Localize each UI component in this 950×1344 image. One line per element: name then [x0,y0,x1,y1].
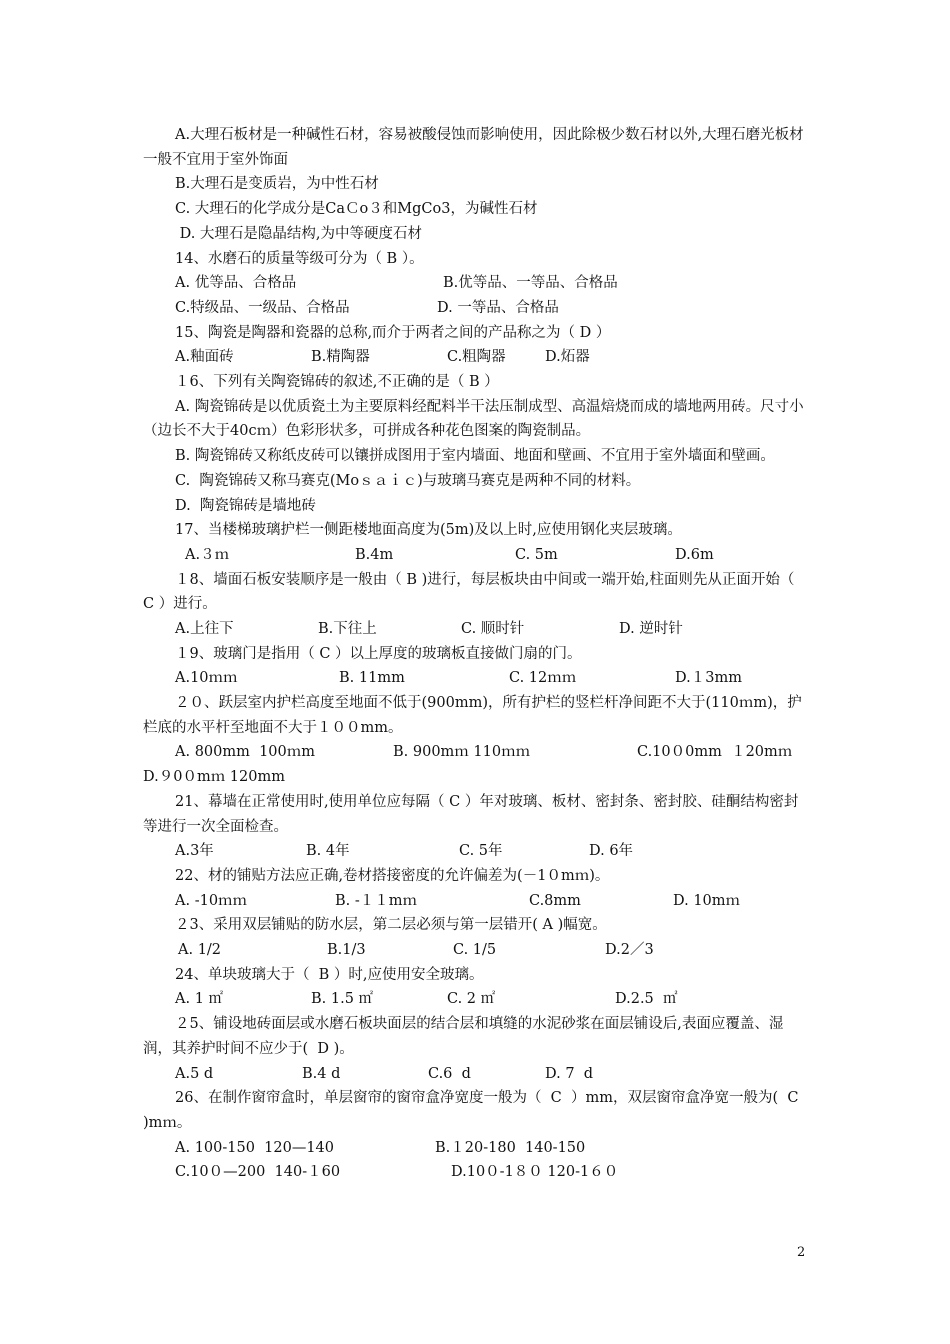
q16-stem: １6、下列有关陶瓷锦砖的叙述,不正确的是（ B ） [175,373,499,390]
q18-stem: １8、墙面石板安装顺序是一般由（ B )进行，每层板块由中间或一端开始,柱面则先从正面开始（ C ）进行。 [143,571,799,613]
q21-option-c: C. 5年 [459,843,503,860]
q22-stem: 22、材的铺贴方法应正确,卷材搭接密度的允许偏差为(－1０mｍ)。 [175,867,610,884]
q13-option-a: A.大理石板材是一种碱性石材，容易被酸侵蚀而影响使用，因此除极少数石材以外,大理石磨光板材一般不宜用于室外饰面 [143,127,804,168]
q24-options-row [143,987,809,1012]
q21-option-b: B. 4年 [306,843,350,860]
q24-option-a: A. 1 ㎡ [175,991,224,1008]
q23-option-b: B.1/3 [327,942,366,959]
q18-option-d: D. 逆时针 [619,621,683,637]
q18-option-c: C. 顺时针 [461,621,525,637]
q15-stem: 15、陶瓷是陶器和瓷器的总称,而介于两者之间的产品称之为（ D ） [175,324,611,341]
q24-stem: 24、单块玻璃大于（ B ）时,应使用安全玻璃。 [175,966,484,983]
q25-stem: ２5、铺设地砖面层或水磨石板块面层的结合层和填缝的水泥砂浆在面层铺设后,表面应覆盖、湿润，其养护时间不应少于( D )。 [143,1016,784,1057]
q26-option-a: A. 100-150 120—140 [175,1139,335,1156]
q25-option-a: A.5 d [175,1065,214,1082]
q23-options-row [143,938,809,963]
q18-option-a: A.上往下 [175,621,234,637]
q26-option-d: D.10０-1８０ 120-1６０ [451,1164,619,1181]
q23-stem: ２3、采用双层铺贴的防水层，第二层必须与第一层错开( A )幅宽。 [175,917,607,934]
q25-option-b: B.4 d [302,1065,341,1082]
q16-option-d: D. 陶瓷锦砖是墙地砖 [175,497,316,514]
q20-option-a: A. 800mm 100ｍm [175,744,316,761]
q14-option-a: A. 优等品、合格品 [175,275,297,292]
q20-stem: ２０、跃层室内护栏高度至地面不低于(900mm)，所有护栏的竖栏杆净间距不大于(110ｍm)，护栏底的水平杆至地面不大于１００mm。 [143,695,802,736]
q22-option-b: B. -１１mｍ [335,892,418,909]
q22-option-c: C.8mm [529,892,581,909]
q26-options-row-2 [143,1160,809,1185]
q26-stem: 26、在制作窗帘盒时，单层窗帘的窗帘盒净宽度一般为（ C ）mm，双层窗帘盒净宽一般为( C )mｍ。 [143,1090,808,1131]
q17-option-b: B.4m [355,546,394,563]
q26-option-b: B.１20-180 140-150 [435,1139,586,1156]
q16-option-c: C. 陶瓷锦砖又称马赛克(Moｓａｉｃ)与玻璃马赛克是两种不同的材料。 [175,472,641,489]
q19-option-a: A.10ｍｍ [175,670,238,687]
q24-option-d: D.2.5 ㎡ [615,991,678,1008]
q16-option-b: B. 陶瓷锦砖又称纸皮砖可以镶拼成图用于室内墙面、地面和壁画、不宜用于室外墙面和壁画。 [175,448,775,465]
q17-option-c: C. 5m [515,546,558,563]
page-number: 2 [797,1245,806,1260]
q26-options-row-1 [143,1136,809,1161]
q16-option-a: A. 陶瓷锦砖是以优质瓷土为主要原料经配料半干法压制成型、高温焙烧而成的墙地两用砖。尺寸小（边长不大于40cｍ）色彩形状多，可拼成各种花色图案的陶瓷制品。 [143,398,804,440]
q23-option-d: D.2／3 [605,942,654,959]
q15-option-a: A.釉面砖 [175,349,234,366]
q20-options-row-1 [143,740,809,765]
q25-options-row [143,1062,809,1087]
q25-option-c: C.6 d [428,1065,471,1082]
q18-options-row [143,617,809,642]
q20-option-b: B. 900mｍ 110ｍｍ [393,744,531,761]
q22-options-row [143,889,809,914]
q19-options-row [143,666,809,691]
q15-option-c: C.粗陶器 [447,349,506,366]
q17-option-a: A.３ｍ [185,546,230,563]
q21-option-d: D. 6年 [589,843,634,860]
q19-option-b: B. 11mm [339,670,405,687]
q15-option-d: D.炻器 [545,349,590,366]
q15-options-row [143,345,809,370]
q14-option-b: B.优等品、一等品、合格品 [443,275,618,292]
q23-option-a: A. 1/2 [178,942,222,959]
q13-option-c: C. 大理石的化学成分是CaＣo３和MgCo3，为碱性石材 [175,201,538,218]
q24-option-b: B. 1.5 ㎡ [311,991,374,1008]
q25-option-d: D. 7 d [545,1065,594,1082]
q13-option-b: B.大理石是变质岩，为中性石材 [175,176,379,193]
q14-options-row-2 [143,296,809,321]
q15-option-b: B.精陶器 [311,349,370,366]
q23-option-c: C. 1/5 [453,942,497,959]
q19-option-d: D.１3mm [675,670,742,687]
q19-stem: １9、玻璃门是指用（ C ）以上厚度的玻璃板直接做门扇的门。 [175,645,582,662]
q21-option-a: A.3年 [175,843,214,860]
q21-options-row [143,839,809,864]
q20-options-row-2 [143,765,809,790]
q20-option-d: D.９0０mｍ 120mm [143,769,285,786]
q22-option-d: D. 10mｍ [673,892,741,909]
q14-option-c: C.特级品、一级品、合格品 [175,299,350,316]
q14-option-d: D. 一等品、合格品 [437,299,559,316]
q20-option-c: C.10０0mm １20mｍ [637,744,793,761]
q14-options-row-1 [143,271,809,296]
page-content [143,123,809,1185]
q19-option-c: C. 12ｍｍ [509,670,577,687]
q24-option-c: C. 2 ㎡ [447,991,496,1008]
q17-stem: 17、当楼梯玻璃护栏一侧距楼地面高度为(5m)及以上时,应使用钢化夹层玻璃。 [175,522,682,539]
q14-stem: 14、水磨石的质量等级可分为（ B ）。 [175,250,424,267]
q18-option-b: B.下往上 [318,621,377,637]
q17-option-d: D.6m [675,546,714,563]
q26-option-c: C.10０—200 140-１60 [175,1164,341,1181]
q22-option-a: A. -10ｍｍ [175,892,248,909]
q17-options-row [143,543,809,568]
q13-option-d: D. 大理石是隐晶结构,为中等硬度石材 [175,225,423,242]
q21-stem: 21、幕墙在正常使用时,使用单位应每隔（ C ）年对玻璃、板材、密封条、密封胶、硅酮结构密封等进行一次全面检查。 [143,793,799,835]
